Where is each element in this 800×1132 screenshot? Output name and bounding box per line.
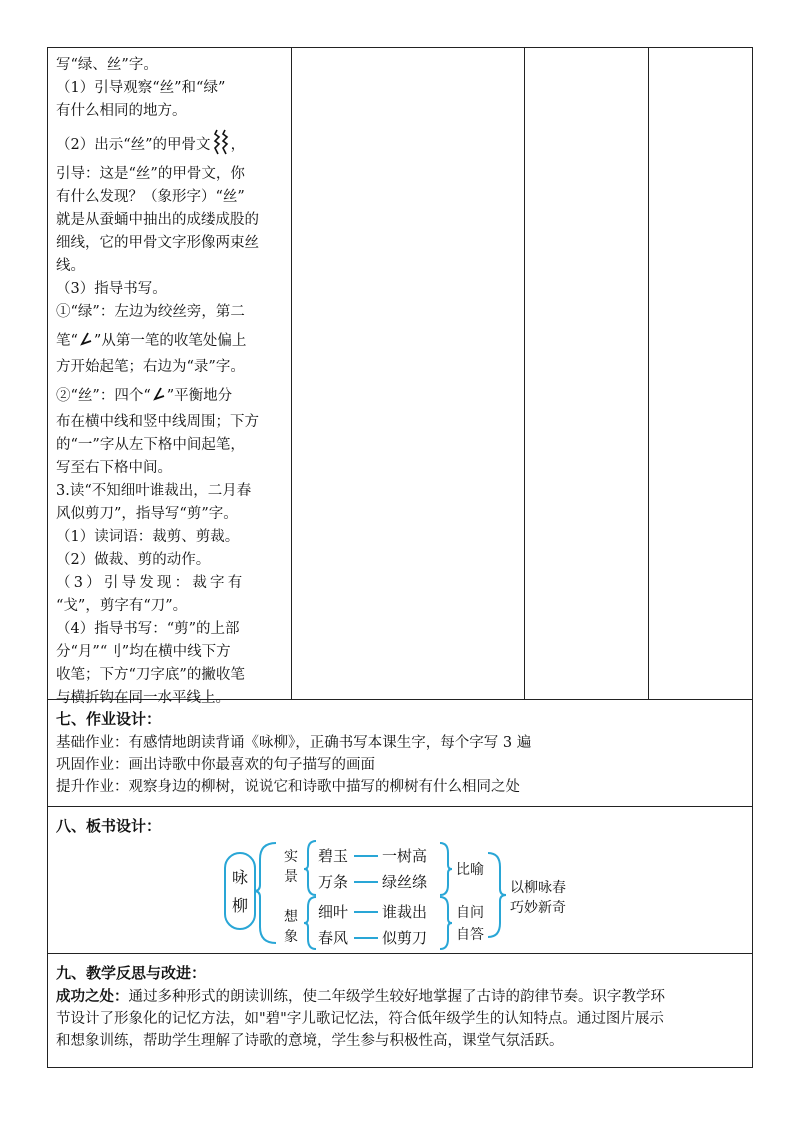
homework-row [48, 700, 753, 807]
lesson-plan-page [47, 47, 752, 1068]
oracle-bone-si-icon [213, 129, 229, 163]
reflection-text: 成功之处：通过多种形式的朗读训练，使二年级学生较好地掌握了古诗的韵律节奏。识字教学环 [56, 988, 665, 1005]
phrase: 一树高 [382, 847, 428, 865]
board-cell [48, 807, 753, 954]
summary-text: 巧妙新奇 [510, 900, 566, 916]
reflection-cell [48, 954, 753, 1068]
text-line: 有什么相同的地方。 [56, 103, 187, 119]
text-line: ①“绿”：左边为绞丝旁，第二 [56, 304, 245, 320]
label-char: 象 [284, 929, 298, 945]
text-line: 3.读“不知细叶谁裁出，二月春 [56, 483, 252, 499]
lesson-plan-table [47, 47, 753, 1068]
sub-bracket [304, 897, 316, 949]
main-bracket [254, 843, 276, 943]
text-line: 线。 [56, 258, 85, 274]
text-line: 写“绿、丝”字。 [56, 57, 158, 73]
phrase: 细叶 [318, 903, 349, 921]
phrase: 似剪刀 [382, 929, 428, 947]
text-line: 就是从蚕蛹中抽出的成缕成股的 [56, 212, 259, 228]
reflection-heading: 九、教学反思与改进： [56, 964, 207, 982]
text-line: 引导：这是“丝”的甲骨文，你 [56, 166, 245, 182]
text-line: 的“一”字从左下格中间起笔， [56, 437, 245, 453]
text-line: （1）读词语：裁剪、剪裁。 [56, 529, 240, 545]
text-line: 笔“ ”从第一笔的收笔处偏上 [56, 330, 287, 356]
reflection-text: 和想象训练，帮助学生理解了诗歌的意境，学生参与积极性高，课堂气氛活跃。 [56, 1033, 564, 1049]
label-char: 实 [284, 849, 298, 865]
homework-cell [48, 700, 753, 807]
reflection-text: 节设计了形象化的记忆方法，如"碧"字儿歌记忆法，符合低年级学生的认知特点。通过图片展示 [56, 1011, 664, 1027]
summary-text: 以柳咏春 [510, 880, 566, 896]
text-line: 方开始起笔；右边为“录”字。 [56, 359, 245, 375]
homework-basic: 基础作业：有感情地朗读背诵《咏柳》，正确书写本课生字，每个字写 3 遍 [56, 735, 532, 751]
text-line: 与横折钩在同一水平线上。 [56, 690, 230, 706]
homework-heading: 七、作业设计： [56, 710, 162, 728]
stroke-pie-zhe-icon [79, 332, 93, 356]
board-row [48, 807, 753, 954]
reflection-row [48, 954, 753, 1068]
closing-bracket [440, 897, 452, 949]
device-label: 比喻 [456, 862, 484, 878]
title-char: 咏 [231, 868, 249, 887]
text-line: 布在横中线和竖中线周围；下方 [56, 414, 259, 430]
text-line: （3）指导书写。 [56, 281, 167, 297]
process-row [48, 48, 753, 700]
title-capsule [225, 853, 255, 929]
phrase: 谁裁出 [382, 903, 428, 921]
text-line: （1）引导观察“丝”和“绿” [56, 80, 226, 96]
phrase: 碧玉 [318, 847, 349, 865]
text-line: 写至右下格中间。 [56, 460, 172, 476]
text-line: （2）出示“丝”的甲骨文 ， [56, 129, 287, 163]
teaching-process-cell [48, 48, 292, 706]
board-diagram-svg [48, 839, 753, 959]
label-char: 想 [284, 909, 298, 925]
text-line: （3）引导发现：裁字有 [56, 575, 246, 591]
text-line: （4）指导书写：“剪”的上部 [56, 621, 240, 637]
empty-cell [649, 48, 753, 700]
device-label: 自答 [456, 927, 484, 943]
empty-cell [292, 48, 525, 700]
text-line: 分“月”“刂”均在横中线下方 [56, 644, 231, 660]
homework-advanced: 提升作业：观察身边的柳树，说说它和诗歌中描写的柳树有什么相同之处 [56, 779, 520, 795]
phrase: 万条 [318, 873, 349, 891]
text-line: 细线，它的甲骨文字形像两束丝 [56, 235, 259, 251]
phrase: 春风 [318, 929, 349, 947]
text-line: 收笔；下方“刀字底”的撇收笔 [56, 667, 245, 683]
success-label: 成功之处： [56, 988, 129, 1005]
board-heading: 八、板书设计： [56, 817, 162, 835]
text-line: “戈”，剪字有“刀”。 [56, 598, 188, 614]
phrase: 绿丝绦 [382, 873, 428, 891]
closing-bracket [440, 843, 452, 895]
device-label: 自问 [456, 905, 484, 921]
homework-consolidate: 巩固作业：画出诗歌中你最喜欢的句子描写的画面 [56, 757, 375, 773]
empty-cell [525, 48, 649, 700]
text-line: （2）做裁、剪的动作。 [56, 552, 211, 568]
text-line: ②“丝”：四个“ ”平衡地分 [56, 385, 287, 411]
text-line: 风似剪刀”，指导写“剪”字。 [56, 506, 238, 522]
sub-bracket [304, 841, 316, 895]
board-diagram [48, 839, 752, 953]
title-char: 柳 [231, 896, 249, 915]
stroke-pie-zhe-icon [152, 387, 166, 411]
label-char: 景 [284, 869, 298, 885]
closing-bracket [488, 853, 506, 937]
text-line: 有什么发现？（象形字）“丝” [56, 189, 245, 205]
